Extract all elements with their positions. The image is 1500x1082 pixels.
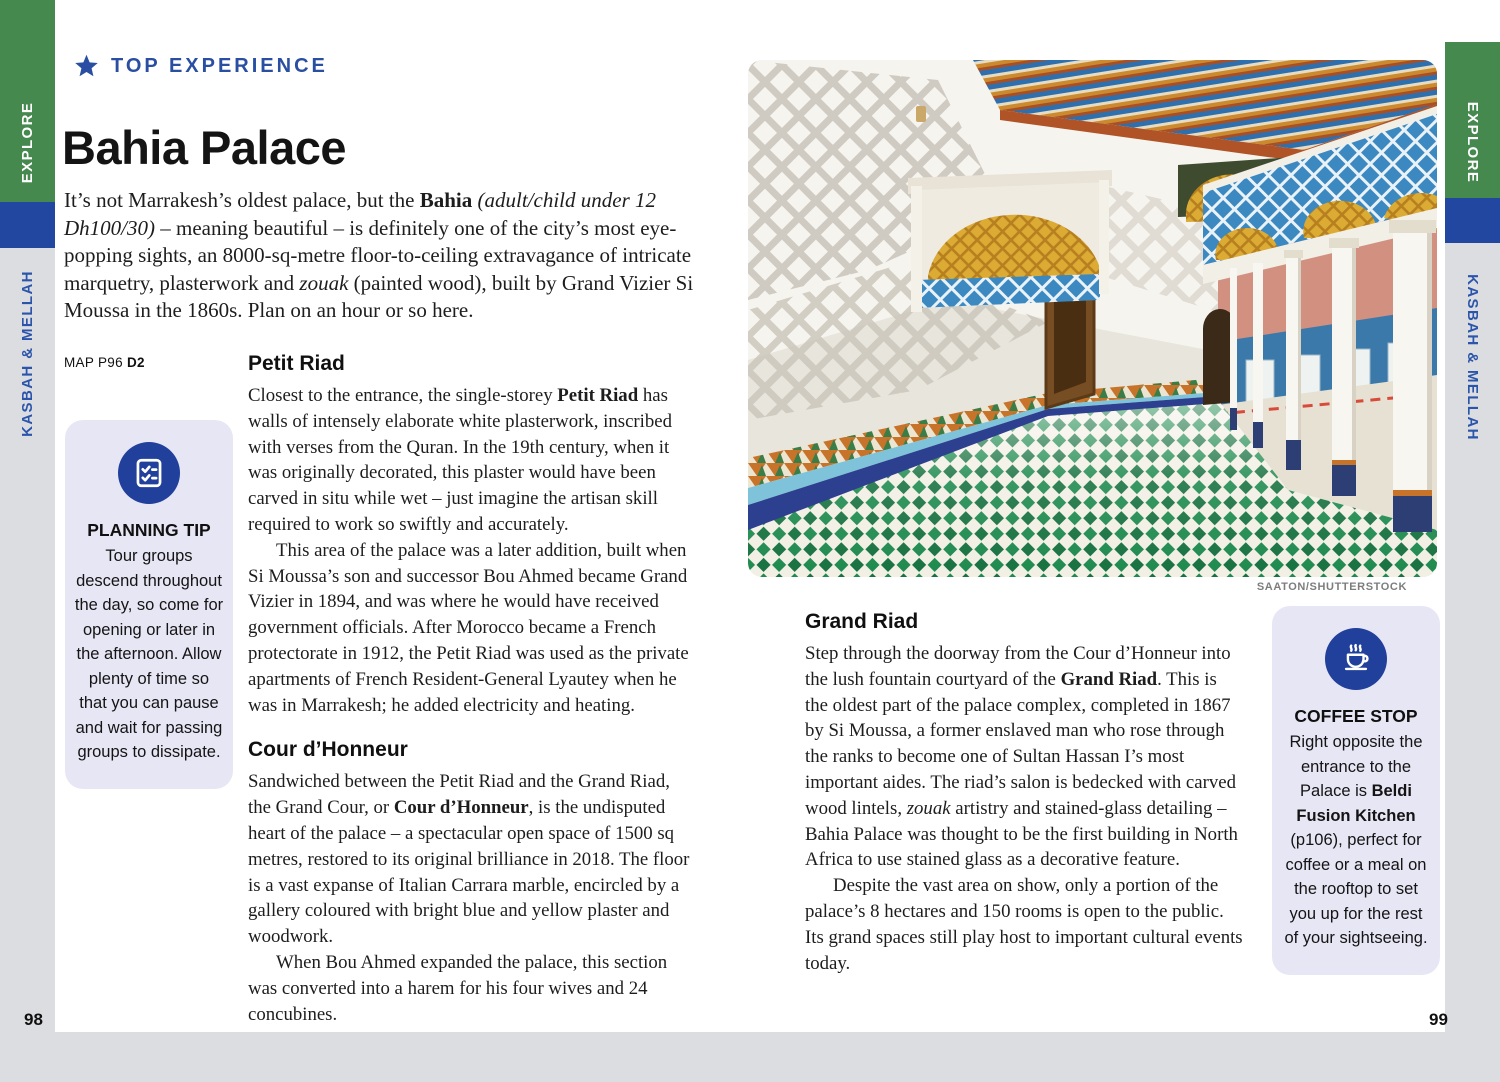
left-explore-tab <box>0 78 55 206</box>
coffee-cup-icon <box>1325 628 1387 690</box>
left-section-tab <box>0 252 55 454</box>
grand-riad-paragraph-2: Despite the vast area on show, only a portion of the palace’s 8 hectares and 150 rooms is open to the public. Its grand spaces still play host to important cultural events today. <box>805 875 1243 974</box>
heading-cour-dhonneur: Cour d’Honneur <box>248 738 408 762</box>
coffee-stop-body: Right opposite the entrance to the Palace is Beldi Fusion Kitchen (p106), perfect for coffee or a meal on the rooftop to set you up for the rest of your sightseeing. <box>1284 733 1428 947</box>
top-experience-kicker <box>73 53 328 79</box>
page-number-left: 98 <box>24 1010 43 1029</box>
right-section-tab <box>1445 255 1500 460</box>
heading-grand-riad: Grand Riad <box>805 610 919 633</box>
cour-dhonneur-paragraph-1: Sandwiched between the Petit Riad and the Grand Riad, the Grand Cour, or Cour d’Honneur, is the undisputed heart of the palace – a spectacular open space of 1500 sq metres, restored to its original brilliance in 2018. The floor is a vast expanse of Italian Carrara marble, encircled by a gallery coloured with bright blue and yellow plaster and woodwork. <box>248 771 690 948</box>
photo-illustration <box>748 60 1437 577</box>
bahia-palace-photo <box>748 60 1437 577</box>
heading-petit-riad: Petit Riad <box>248 352 345 375</box>
right-section-label: KASBAH & MELLAH <box>1464 274 1482 441</box>
right-explore-tab <box>1445 78 1500 206</box>
coffee-stop-title: COFFEE STOP <box>1294 706 1418 726</box>
right-explore-label: EXPLORE <box>1464 101 1482 183</box>
article-column-right <box>805 609 1243 976</box>
left-rail-blue <box>0 202 55 248</box>
grand-riad-paragraph-1: Step through the doorway from the Cour d’Honneur into the lush fountain courtyard of the Grand Riad. This is the oldest part of the palace complex, completed in 1867 by Si Moussa, a former enslaved man who rose through the ranks to become one of Sultan Hassan I’s most important aides. The riad’s salon is bedecked with carved wood lintels, zouak artistry and stained-glass detailing – Bahia Palace was thought to be the first building in North Africa to use stained glass as a decorative feature. <box>805 643 1238 871</box>
photo-credit: SAATON/SHUTTERSTOCK <box>1256 581 1407 593</box>
bottom-margin-strip <box>0 1032 1500 1082</box>
checklist-icon <box>118 442 180 504</box>
petit-riad-paragraph-1: Closest to the entrance, the single-storey Petit Riad has walls of intensely elaborate white plasterwork, inscribed with verses from the Quran. In the 19th century, when it was originally decorated, this plaster would have been carved in situ while wet – just imagine the artisan skill required to work so swiftly and accurately. <box>248 385 673 535</box>
map-reference: MAP P96 D2 <box>64 355 145 370</box>
intro-paragraph: It’s not Marrakesh’s oldest palace, but the Bahia (adult/child under 12 Dh100/30) – meaning beautiful – is definitely one of the city’s most eye-popping sights, an 8000-sq-metre floor-to-ceiling extravagance of intricate marquetry, plasterwork and zouak (painted wood), built by Grand Vizier Si Moussa in the 1860s. Plan on an hour or so here. <box>64 188 694 323</box>
left-explore-label: EXPLORE <box>19 101 37 183</box>
planning-tip-box <box>65 420 233 789</box>
page-title: Bahia Palace <box>62 121 347 175</box>
coffee-stop-box <box>1272 606 1440 975</box>
planning-tip-body: Tour groups descend throughout the day, so come for opening or later in the afternoon. Allow plenty of time so that you can pause and wait for passing groups to dissipate. <box>74 547 224 761</box>
star-icon <box>73 53 100 79</box>
page-number-right: 99 <box>1429 1010 1448 1029</box>
left-section-label: KASBAH & MELLAH <box>19 269 37 437</box>
article-column-left <box>248 351 694 1027</box>
petit-riad-paragraph-2: This area of the palace was a later addition, built when Si Moussa’s son and successor Bou Ahmed became Grand Vizier in 1894, and was where he would have received government officials. After Morocco became a French protectorate in 1912, the Petit Riad was used as the private apartments of French Resident-General Lyautey when he was in Marrakesh; he added electricity and heating. <box>248 539 689 716</box>
planning-tip-title: PLANNING TIP <box>87 520 211 540</box>
cour-dhonneur-paragraph-2: When Bou Ahmed expanded the palace, this section was converted into a harem for his four wives and 24 concubines. <box>248 951 668 1025</box>
kicker-label: TOP EXPERIENCE <box>111 54 328 77</box>
